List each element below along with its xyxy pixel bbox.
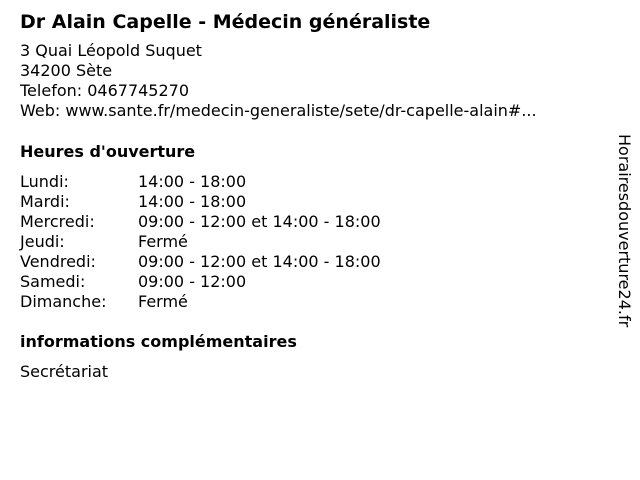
day-hours: Fermé bbox=[138, 232, 188, 251]
day-label: Jeudi: bbox=[20, 232, 65, 251]
day-hours: 09:00 - 12:00 et 14:00 - 18:00 bbox=[138, 212, 381, 231]
website-line: Web: www.sante.fr/medecin-generaliste/sete/dr-capelle-alain#... bbox=[20, 101, 537, 120]
day-hours: 14:00 - 18:00 bbox=[138, 192, 247, 211]
site-watermark: Horairesdouverture24.fr bbox=[615, 134, 634, 328]
day-label: Mardi: bbox=[20, 192, 70, 211]
hours-row-monday bbox=[20, 172, 610, 192]
additional-info-text: Secrétariat bbox=[20, 362, 109, 381]
day-label: Vendredi: bbox=[20, 252, 96, 271]
hours-row-saturday bbox=[20, 272, 610, 292]
additional-info-heading: informations complémentaires bbox=[20, 332, 297, 351]
day-hours: Fermé bbox=[138, 292, 188, 311]
opening-hours-heading: Heures d'ouverture bbox=[20, 142, 196, 161]
day-hours: 14:00 - 18:00 bbox=[138, 172, 247, 191]
day-hours: 09:00 - 12:00 et 14:00 - 18:00 bbox=[138, 252, 381, 271]
day-label: Dimanche: bbox=[20, 292, 107, 311]
hours-row-friday bbox=[20, 252, 610, 272]
hours-row-thursday bbox=[20, 232, 610, 252]
day-label: Samedi: bbox=[20, 272, 86, 291]
address-street: 3 Quai Léopold Suquet bbox=[20, 41, 202, 60]
doctor-info-card bbox=[20, 8, 610, 382]
hours-row-tuesday bbox=[20, 192, 610, 212]
contact-block bbox=[20, 41, 610, 121]
day-label: Mercredi: bbox=[20, 212, 95, 231]
hours-row-sunday bbox=[20, 292, 610, 312]
address-city: 34200 Sète bbox=[20, 61, 113, 80]
phone-line: Telefon: 0467745270 bbox=[20, 81, 190, 100]
day-label: Lundi: bbox=[20, 172, 69, 191]
day-hours: 09:00 - 12:00 bbox=[138, 272, 247, 291]
page-title: Dr Alain Capelle - Médecin généraliste bbox=[20, 11, 431, 33]
opening-hours-table bbox=[20, 172, 610, 312]
hours-row-wednesday bbox=[20, 212, 610, 232]
